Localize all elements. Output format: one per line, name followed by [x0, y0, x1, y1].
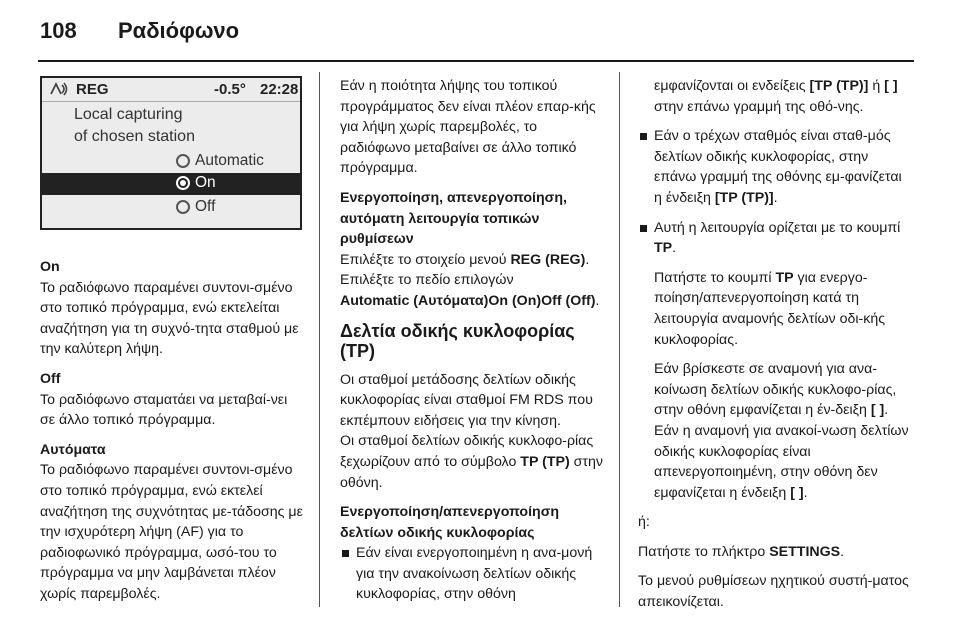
paragraph: Οι σταθμοί δελτίων οδικής κυκλοφο-ρίας ξεχωρίζουν από το σύμβολο TP (TP) στην οθόνη.	[340, 433, 603, 491]
radio-signal-icon	[48, 80, 70, 102]
or-label: ή:	[638, 514, 650, 531]
column-2	[340, 76, 605, 614]
display-menu-line: Local capturing	[74, 106, 183, 123]
paragraph: Εάν η ποιότητα λήψης του τοπικού προγράμματος δεν είναι πλέον επαρ-κής για λήψη χωρίς παρεμβολές, το ραδιόφωνο μεταβαίνει σε άλλο τοπικό πρόγραμμα.	[340, 78, 596, 177]
header-rule	[38, 60, 914, 62]
column-1	[40, 257, 306, 614]
display-temperature: -0.5°	[214, 81, 246, 98]
page-header	[0, 0, 960, 62]
off-text: Το ραδιόφωνο σταματάει να μεταβαί-νει σε άλλο τοπικό πρόγραμμα.	[40, 391, 288, 429]
display-option-on: On	[42, 173, 300, 195]
display-option-off: Off	[42, 197, 300, 219]
display-band: REG	[76, 81, 109, 98]
column-divider	[319, 72, 320, 607]
section-heading: Δελτία οδικής κυκλοφορίας (TP)	[340, 320, 575, 361]
display-status-bar	[42, 78, 300, 102]
page-title: Ραδιόφωνο	[118, 18, 240, 43]
bullet-item: Εάν ο τρέχων σταθμός είναι σταθ-μός δελτίων οδικής κυκλοφορίας, στην επάνω γραμμή της οθόνης εμ-φανίζεται η ένδειξη [TP (TP)].	[638, 126, 910, 208]
page-number: 108	[40, 18, 77, 43]
bullet-item: Εάν είναι ενεργοποιημένη η ανα-μονή για την ανακοίνωση δελτίων οδικής κυκλοφορίας, στην οθόνη	[340, 543, 605, 605]
bullet-item: Αυτή η λειτουργία ορίζεται με το κουμπί TP.	[638, 218, 910, 259]
paragraph: Το μενού ρυθμίσεων ηχητικού συστή-ματος απεικονίζεται.	[638, 573, 909, 611]
radio-button-icon	[176, 200, 190, 214]
off-heading: Off	[40, 370, 61, 387]
display-option-automatic: Automatic	[42, 151, 300, 173]
bullet-continuation: εμφανίζονται οι ενδείξεις [TP (TP)] ή [ ] στην επάνω γραμμή της οθό-νης.	[654, 78, 898, 115]
on-text: Το ραδιόφωνο παραμένει συντονι-σμένο στο τοπικό πρόγραμμα, ενώ εκτελείται αναζήτηση για τη συχνό-τητα σταθμού με την καλύτερη λήψη.	[40, 279, 299, 358]
auto-heading: Αυτόματα	[40, 441, 106, 458]
subheading: Ενεργοποίηση, απενεργοποίηση, αυτόματη λειτουργία τοπικών ρυθμίσεων	[340, 189, 567, 248]
display-menu-line: of chosen station	[74, 128, 195, 145]
radio-button-icon	[176, 176, 190, 190]
column-3	[638, 76, 910, 622]
instruction: Επιλέξτε το στοιχείο μενού REG (REG).	[340, 251, 590, 268]
subheading: Ενεργοποίηση/απενεργοποίηση δελτίων οδικής κυκλοφορίας	[340, 504, 560, 541]
indented-paragraph: Εάν βρίσκεστε σε αναμονή για ανα-κοίνωση δελτίων οδικής κυκλοφο-ρίας, στην οθόνη εμφανίζεται η έν-δειξη [ ]. Εάν η αναμονή για ανακοί-νωση δελτίων οδικής κυκλοφορίας είναι απενεργοποιημένη, στην οθόνη δεν εμφανίζεται η ένδειξη [ ].	[654, 361, 909, 501]
radio-display-image	[40, 76, 302, 230]
instruction: Πατήστε το πλήκτρο SETTINGS.	[638, 543, 845, 560]
display-time: 22:28	[260, 81, 299, 98]
indented-paragraph: Πατήστε το κουμπί TP για ενεργο-ποίηση/απενεργοποίηση κατά τη λειτουργία αναμονής δελτίων οδι-κής κυκλοφορίας.	[654, 269, 886, 348]
auto-text: Το ραδιόφωνο παραμένει συντονι-σμένο στο τοπικό πρόγραμμα, ενώ εκτελεί αναζήτηση της συχνότητας με-τάδοσης με την ισχυρότερη λήψη (AF) για το ραδιοφωνικό πρόγραμμα, ωσό-του το πρόγραμμα να μην λαμβάνεται πλέον χωρίς παρεμβολές.	[40, 462, 303, 602]
column-divider	[619, 72, 620, 607]
on-heading: On	[40, 259, 60, 275]
radio-button-icon	[176, 154, 190, 168]
paragraph: Οι σταθμοί μετάδοσης δελτίων οδικής κυκλοφορίας είναι σταθμοί FM RDS που εκπέμπουν ειδήσεις για την κίνηση.	[340, 371, 593, 429]
instruction: Επιλέξτε το πεδίο επιλογών Automatic (Αυτόματα)On (On)Off (Off).	[340, 272, 600, 309]
